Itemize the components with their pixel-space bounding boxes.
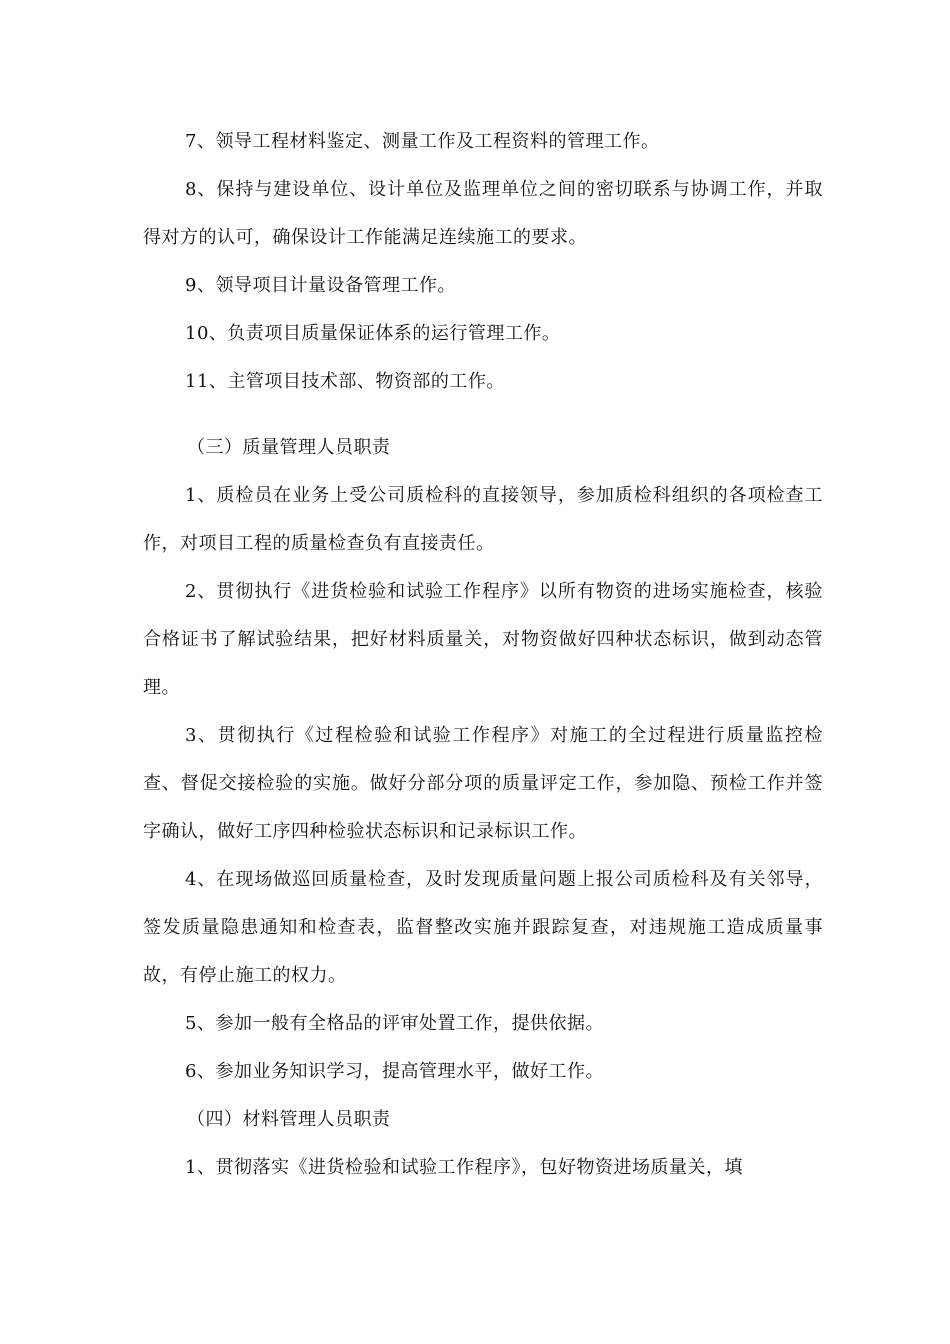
paragraph-quality-1: 1、质检员在业务上受公司质检科的直接领导，参加质检科组织的各项检查工作，对项目工程的质量检查负有直接责任。 (143, 485, 823, 554)
paragraph-item-10: 10、负责项目质量保证体系的运行管理工作。 (185, 323, 561, 344)
paragraph-item-11: 11、主管项目技术部、物资部的工作。 (185, 371, 505, 392)
paragraph-quality-2: 2、贯彻执行《进货检验和试验工作程序》以所有物资的进场实施检查，核验合格证书了解试验结果，把好材料质量关，对物资做好四种状态标识，做到动态管理。 (143, 581, 823, 698)
paragraph-quality-4: 4、在现场做巡回质量检查，及时发现质量问题上报公司质检科及有关邻导，签发质量隐患通知和检查表，监督整改实施并跟踪复查，对违规施工造成质量事故，有停止施工的权力。 (143, 869, 823, 986)
paragraph-item-8: 8、保持与建设单位、设计单位及监理单位之间的密切联系与协调工作，并取得对方的认可，确保设计工作能满足连续施工的要求。 (143, 179, 823, 248)
paragraph-quality-3: 3、贯彻执行《过程检验和试验工作程序》对施工的全过程进行质量监控检查、督促交接检验的实施。做好分部分项的质量评定工作，参加隐、预检工作并签字确认，做好工序四种检验状态标识和记录标识工作。 (143, 725, 823, 842)
paragraph-quality-5: 5、参加一般有全格品的评审处置工作，提供依据。 (185, 1013, 604, 1034)
document-body (143, 118, 823, 1192)
paragraph-item-9: 9、领导项目计量设备管理工作。 (185, 275, 456, 296)
paragraph-item-7: 7、领导工程材料鉴定、测量工作及工程资料的管理工作。 (185, 131, 660, 152)
section-heading-quality: （三）质量管理人员职责 (187, 437, 391, 458)
paragraph-quality-6: 6、参加业务知识学习，提高管理水平，做好工作。 (185, 1061, 604, 1082)
paragraph-materials-1: 1、贯彻落实《进货检验和试验工作程序》，包好物资进场质量关，填 (185, 1157, 743, 1178)
section-heading-materials: （四）材料管理人员职责 (187, 1109, 391, 1130)
